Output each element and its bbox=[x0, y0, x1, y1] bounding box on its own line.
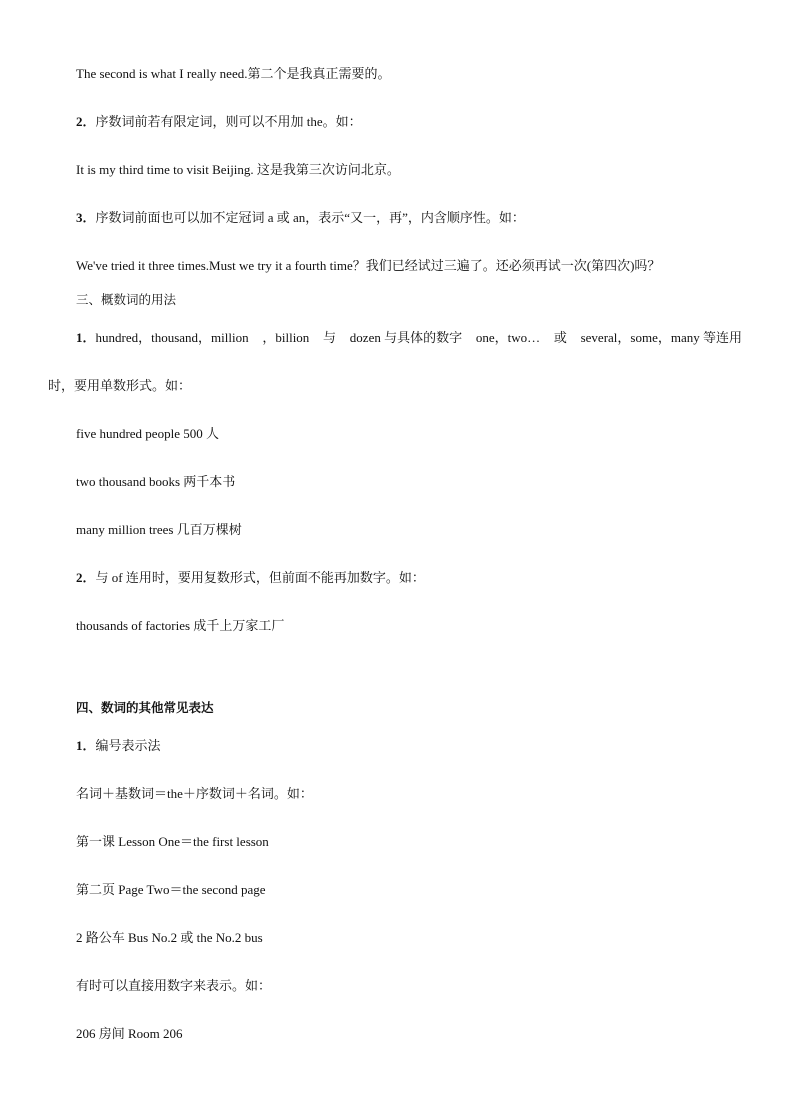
rule-1-numbering bbox=[76, 738, 161, 754]
rule-number: 1． bbox=[76, 330, 96, 345]
rule-text-part: 或 bbox=[553, 330, 567, 345]
rule-text: 与 of 连用时，要用复数形式，但前面不能再加数字。如： bbox=[95, 570, 425, 585]
example-phrase: many million trees 几百万棵树 bbox=[76, 522, 242, 537]
section-heading-approximate-numerals: 三、概数词的用法 bbox=[76, 292, 177, 307]
rule-continuation: 时，要用单数形式。如： bbox=[48, 378, 192, 393]
example-sentence: It is my third time to visit Beijing. 这是我第三次访问北京。 bbox=[76, 162, 400, 177]
example-phrase: five hundred people 500 人 bbox=[76, 426, 219, 441]
rule-head bbox=[76, 330, 249, 346]
rule-text-part: hundred，thousand，million bbox=[95, 330, 249, 345]
section-heading-other-expressions: 四、数词的其他常见表达 bbox=[76, 700, 214, 715]
example-sentence: We've tried it three times.Must we try it a fourth time？我们已经试过三遍了。还必须再试一次(第四次)吗？ bbox=[76, 258, 661, 273]
rule-text-part: ，billion bbox=[262, 330, 310, 345]
rule-number: 1． bbox=[76, 738, 96, 753]
rule-text-part: several，some，many 等连用 bbox=[580, 330, 742, 345]
example-sentence: The second is what I really need.第二个是我真正需要的。 bbox=[76, 66, 391, 81]
rule-number: 3． bbox=[76, 210, 96, 225]
example-phrase: 2 路公车 Bus No.2 或 the No.2 bus bbox=[76, 930, 263, 945]
note-line: 有时可以直接用数字来表示。如： bbox=[76, 978, 272, 993]
rule-number: 2． bbox=[76, 570, 96, 585]
rule-2-plural-with-of bbox=[76, 570, 425, 586]
example-phrase: 第一课 Lesson One＝the first lesson bbox=[76, 834, 269, 849]
rule-number: 2． bbox=[76, 114, 96, 129]
rule-text: 序数词前若有限定词，则可以不用加 the。如： bbox=[95, 114, 362, 129]
rule-text-part: one，two… bbox=[475, 330, 541, 345]
example-phrase: thousands of factories 成千上万家工厂 bbox=[76, 618, 285, 633]
rule-text-part: dozen 与具体的数字 bbox=[349, 330, 463, 345]
rule-text: 序数词前面也可以加不定冠词 a 或 an，表示“又一，再”，内含顺序性。如： bbox=[95, 210, 525, 225]
rule-text-part: 与 bbox=[323, 330, 337, 345]
example-phrase: two thousand books 两千本书 bbox=[76, 474, 236, 489]
rule-2-ordinal-determiner bbox=[76, 114, 362, 130]
rule-text: 编号表示法 bbox=[95, 738, 161, 753]
example-phrase: 206 房间 Room 206 bbox=[76, 1026, 183, 1041]
example-phrase: 第二页 Page Two＝the second page bbox=[76, 882, 266, 897]
formula-line: 名词＋基数词＝the＋序数词＋名词。如： bbox=[76, 786, 313, 801]
rule-1-approximate-numerals bbox=[76, 330, 742, 346]
rule-3-indefinite-article bbox=[76, 210, 525, 226]
